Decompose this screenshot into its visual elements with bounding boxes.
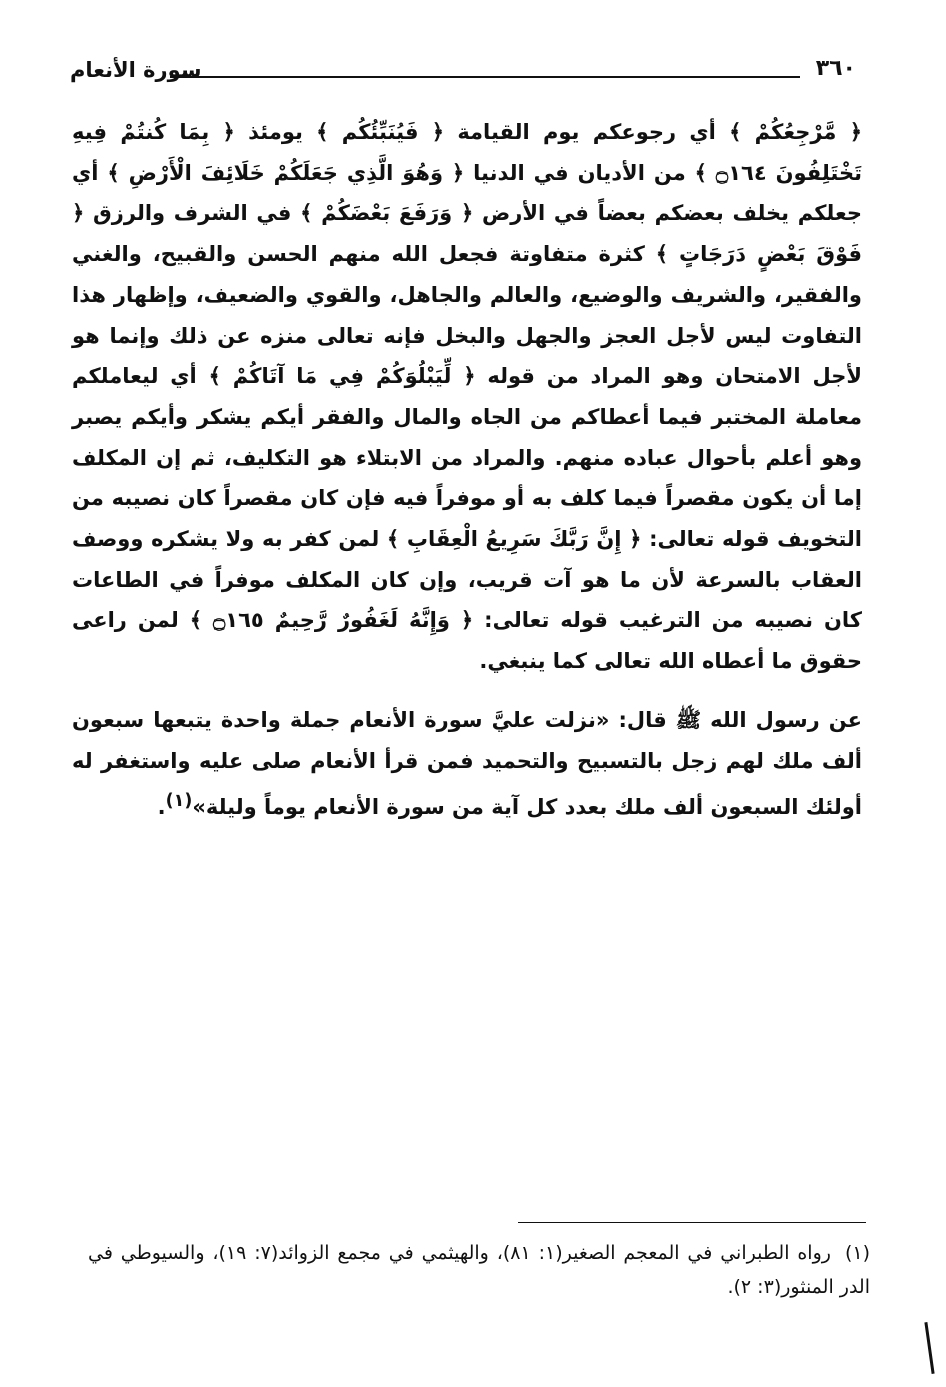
page-edge-mark xyxy=(924,1322,934,1374)
quran-quote: ﴿ بِمَا كُنتُمْ فِيهِ تَخْتَلِفُونَ ۝١٦٤ ﴾ xyxy=(72,120,862,185)
quran-quote: ﴿ لِّيَبْلُوَكُمْ فِي مَا آتَاكُمْ ﴾ xyxy=(208,364,476,389)
quran-quote: ﴿ وَإِنَّهُ لَغَفُورٌ رَّحِيمٌ ۝١٦٥ ﴾ xyxy=(189,608,474,633)
quran-quote: ﴿ وَرَفَعَ بَعْضَكُمْ ﴾ xyxy=(300,201,474,226)
footnote-number: (١) xyxy=(844,1242,870,1264)
quran-quote: ﴿ وَهُوَ الَّذِي جَعَلَكُمْ خَلَائِفَ الْأَرْضِ ﴾ xyxy=(107,160,465,185)
commentary-text: في الشرف والرزق xyxy=(84,201,301,226)
page-header xyxy=(70,52,856,92)
commentary-text: من الأديان في الدنيا xyxy=(464,160,695,185)
hadith-text: «نزلت عليَّ سورة الأنعام جملة واحدة يتبعها سبعون ألف ملك لهم زجل بالتسبيح والتحميد فمن قرأ الأنعام صلى عليه واستغفر له أولئك السبعون ألف ملك بعدد كل آية من سورة الأنعام يوماً وليلة» xyxy=(72,707,862,820)
main-text xyxy=(72,112,862,828)
quran-quote: ﴿ فَوْقَ بَعْضٍ دَرَجَاتٍ ﴾ xyxy=(72,201,862,267)
hadith-paragraph xyxy=(72,700,862,828)
footnote-separator xyxy=(518,1222,866,1223)
commentary-text: أي جعلكم يخلف بعضكم بعضاً في الأرض xyxy=(72,160,862,226)
quran-quote: ﴿ إِنَّ رَبَّكَ سَرِيعُ الْعِقَابِ ﴾ xyxy=(386,527,642,552)
header-rule xyxy=(170,76,800,78)
commentary-text: يومئذ xyxy=(234,120,317,144)
tafsir-paragraph xyxy=(72,112,862,682)
footnote-reference: (١) xyxy=(165,791,193,812)
commentary-text: أي رجوعكم يوم القيامة xyxy=(444,120,730,144)
hadith-intro: عن رسول الله ﷺ قال: xyxy=(609,707,862,732)
commentary-text: كثرة متفاوتة فجعل الله منهم الحسن والقبيح، والغني والفقير، والشريف والوضيع، والعالم والجاهل، والقوي والضعيف، وإظهار هذا التفاوت ليس لأجل العجز والجهل والبخل فإنه تعالى منزه عن ذلك وإنما هو لأجل الامتحان وهو المراد من قوله xyxy=(72,242,862,389)
commentary-text: أي ليعاملكم معاملة المختبر فيما أعطاكم من الجاه والمال والفقر أيكم يشكر وأيكم يصبر وهو أعلم بأحوال عباده منهم. والمراد من الابتلاء هو التكليف، ثم إن المكلف إما أن يكون مقصراً فيما كلف به أو موفراً فيه فإن كان مقصراً كان نصيبه من التخويف قوله تعالى: xyxy=(72,364,863,552)
surah-title: سورة الأنعام xyxy=(70,58,202,82)
commentary-text: لمن راعى حقوق ما أعطاه الله تعالى كما ينبغي. xyxy=(72,608,862,674)
quran-quote: ﴿ فَيُنَبِّئُكُم ﴾ xyxy=(316,120,445,144)
page-number: ٣٦٠ xyxy=(815,56,856,81)
footnote-text: رواه الطبراني في المعجم الصغير(١: ٨١)، والهيثمي في مجمع الزوائد(٧: ١٩)، والسيوطي في الدر المنثور(٣: ٢). xyxy=(88,1242,870,1298)
footnote xyxy=(88,1236,870,1304)
quran-quote: ﴿ مَّرْجِعُكُمْ ﴾ xyxy=(729,120,862,144)
hadith-end: . xyxy=(157,795,166,820)
commentary-text: لمن كفر به ولا يشكره ووصف العقاب بالسرعة لأن ما هو آت قريب، وإن كان المكلف موفراً في الطاعات كان نصيبه من الترغيب قوله تعالى: xyxy=(72,527,862,633)
